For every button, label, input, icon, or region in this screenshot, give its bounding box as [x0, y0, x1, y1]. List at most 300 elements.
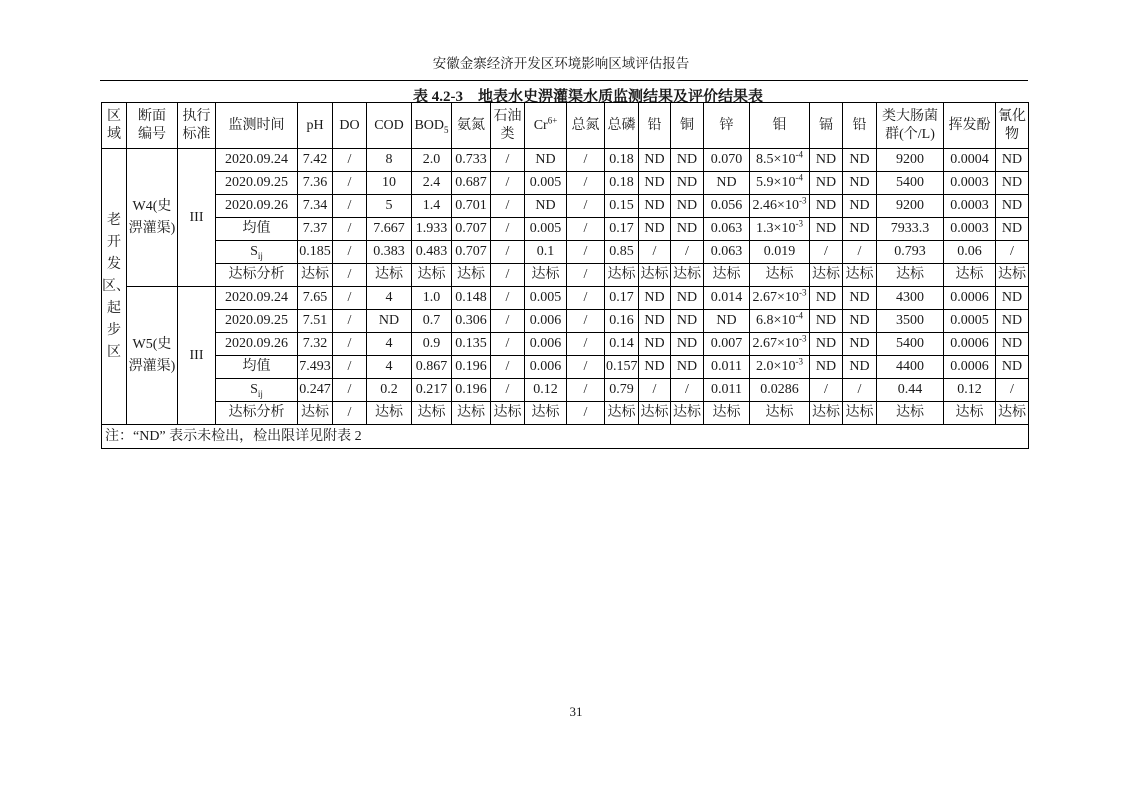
cell-text: / — [347, 267, 352, 282]
value-cell — [298, 218, 333, 241]
cell-text: ND — [849, 313, 870, 328]
cell-text: / — [583, 244, 588, 259]
column-header — [996, 103, 1029, 149]
cell-text: 达标 — [673, 405, 701, 420]
row-label-cell — [216, 264, 298, 287]
cell-text: 0.687 — [455, 175, 487, 190]
cell-text: / — [505, 152, 510, 167]
cell-text: ND — [1001, 313, 1023, 328]
cell-text: 9200 — [896, 198, 924, 213]
value-cell — [704, 195, 750, 218]
cell-text: / — [583, 382, 588, 397]
cell-text: 达标 — [607, 405, 636, 420]
superscript: 6+ — [547, 114, 558, 125]
cell-text: / — [505, 244, 510, 259]
cell-text: 达标 — [531, 405, 560, 420]
superscript: -4 — [795, 172, 803, 183]
value-cell — [810, 149, 843, 172]
value-cell — [944, 379, 996, 402]
cell-text: 达标 — [998, 267, 1026, 282]
value-cell — [333, 402, 367, 425]
cell-text: / — [583, 290, 588, 305]
value-cell — [843, 287, 877, 310]
value-cell — [877, 356, 944, 379]
cell-text: / — [347, 336, 352, 351]
value-cell — [412, 218, 452, 241]
table-row — [102, 172, 1029, 195]
column-header — [567, 103, 605, 149]
value-cell — [491, 241, 525, 264]
cell-text: W5(史 淠灌渠) — [128, 336, 176, 374]
cell-text: / — [583, 313, 588, 328]
cell-text: 1.3×10 — [756, 221, 796, 236]
cell-text: ND — [716, 313, 737, 328]
value-cell — [452, 310, 491, 333]
value-cell — [367, 172, 412, 195]
cell-text: 0.9 — [422, 336, 441, 351]
column-header — [491, 103, 525, 149]
table-row — [102, 333, 1029, 356]
column-header — [333, 103, 367, 149]
cell-text: 2020.09.24 — [225, 290, 288, 305]
cell-text: 0.0003 — [950, 221, 989, 236]
cell-text: 7.36 — [302, 175, 328, 190]
cell-text: 0.17 — [609, 221, 634, 236]
value-cell — [639, 333, 671, 356]
value-cell — [996, 310, 1029, 333]
value-cell — [412, 402, 452, 425]
value-cell — [567, 195, 605, 218]
cell-text: 0.306 — [455, 313, 487, 328]
cell-text: 7.493 — [299, 359, 331, 374]
value-cell — [810, 195, 843, 218]
cell-text: 监测时间 — [228, 117, 285, 133]
value-cell — [704, 333, 750, 356]
row-label-cell — [216, 310, 298, 333]
cell-text: 铅 — [852, 117, 867, 133]
value-cell — [671, 379, 704, 402]
value-cell — [671, 241, 704, 264]
value-cell — [944, 310, 996, 333]
value-cell — [704, 218, 750, 241]
value-cell — [810, 356, 843, 379]
value-cell — [367, 402, 412, 425]
value-cell — [333, 264, 367, 287]
value-cell — [298, 172, 333, 195]
value-cell — [605, 287, 639, 310]
value-cell — [750, 149, 810, 172]
cell-text: 2020.09.26 — [225, 336, 288, 351]
cell-text: 2.67×10 — [752, 336, 799, 351]
cell-text: / — [824, 244, 828, 259]
value-cell — [877, 379, 944, 402]
value-cell — [333, 287, 367, 310]
value-cell — [605, 310, 639, 333]
value-cell — [639, 379, 671, 402]
column-header — [639, 103, 671, 149]
value-cell — [639, 195, 671, 218]
cell-text: ND — [1001, 290, 1023, 305]
cell-text: 0.793 — [894, 244, 926, 259]
value-cell — [996, 195, 1029, 218]
cell-text: ND — [716, 175, 737, 190]
cell-text: / — [505, 221, 510, 236]
cell-text: III — [189, 209, 204, 225]
row-label-cell — [216, 195, 298, 218]
cell-text: 达标 — [845, 405, 874, 420]
cell-text: / — [583, 405, 588, 420]
value-cell — [605, 195, 639, 218]
superscript: -3 — [798, 287, 807, 298]
cell-text: / — [824, 382, 828, 397]
cell-text: 达标 — [896, 405, 924, 420]
cell-text: / — [347, 405, 352, 420]
value-cell — [843, 379, 877, 402]
cell-text: 达标 — [955, 267, 984, 282]
cell-text: ND — [676, 313, 698, 328]
cell-text: 2.0 — [422, 152, 441, 167]
value-cell — [367, 149, 412, 172]
column-header — [877, 103, 944, 149]
cell-text: 达标 — [457, 405, 485, 420]
cell-text: 达标 — [896, 267, 924, 282]
cell-text: Cr — [533, 117, 548, 133]
value-cell — [605, 333, 639, 356]
value-cell — [412, 333, 452, 356]
cell-text: 0.063 — [710, 221, 743, 236]
column-header — [750, 103, 810, 149]
value-cell — [605, 172, 639, 195]
value-cell — [996, 356, 1029, 379]
value-cell — [333, 379, 367, 402]
cell-text: 0.733 — [455, 152, 487, 167]
header-divider — [100, 80, 1028, 81]
region-cell — [102, 149, 130, 425]
cell-text: / — [583, 267, 588, 282]
cell-text: / — [347, 221, 352, 236]
value-cell — [412, 356, 452, 379]
value-cell — [367, 195, 412, 218]
cell-text: COD — [374, 117, 404, 133]
value-cell — [491, 379, 525, 402]
cell-text: 2020.09.25 — [225, 175, 288, 190]
cell-text: / — [857, 244, 862, 259]
cell-text: 0.217 — [415, 382, 448, 397]
cell-text: 挥发酚 — [948, 117, 991, 133]
cell-text: / — [583, 221, 588, 236]
cell-text: 老开发区、起步区 — [102, 212, 130, 360]
value-cell — [525, 379, 567, 402]
value-cell — [605, 379, 639, 402]
cell-text: S — [250, 382, 258, 397]
value-cell — [750, 264, 810, 287]
cell-text: 7.34 — [302, 198, 328, 213]
value-cell — [298, 310, 333, 333]
cell-text: 1.0 — [422, 290, 441, 305]
cell-text: DO — [339, 117, 360, 133]
row-label-cell — [216, 287, 298, 310]
cell-text: 0.007 — [710, 336, 743, 351]
cell-text: 0.79 — [609, 382, 634, 397]
cell-text: / — [347, 244, 352, 259]
value-cell — [412, 195, 452, 218]
value-cell — [639, 172, 671, 195]
row-label-cell — [216, 241, 298, 264]
value-cell — [367, 333, 412, 356]
cell-text: 2.0×10 — [756, 359, 796, 374]
value-cell — [810, 379, 843, 402]
cell-text: / — [347, 175, 352, 190]
cell-text: 0.006 — [529, 313, 562, 328]
cell-text: / — [685, 244, 689, 259]
cell-text: 7.51 — [302, 313, 328, 328]
cell-text: S — [250, 244, 258, 259]
value-cell — [639, 241, 671, 264]
cell-text: ND — [676, 359, 698, 374]
cell-text: 达标 — [712, 405, 741, 420]
value-cell — [671, 356, 704, 379]
cell-text: 类大肠菌 群(个/L) — [882, 108, 938, 142]
value-cell — [843, 264, 877, 287]
value-cell — [750, 333, 810, 356]
cell-text: 断面 编号 — [138, 108, 166, 142]
value-cell — [567, 241, 605, 264]
value-cell — [491, 218, 525, 241]
cell-text: 均值 — [242, 221, 271, 236]
value-cell — [671, 402, 704, 425]
cell-text: 石油 类 — [493, 108, 522, 142]
value-cell — [704, 264, 750, 287]
superscript: -4 — [795, 310, 803, 321]
cell-text: 执行 标准 — [182, 108, 211, 142]
cell-text: 达标 — [812, 267, 840, 282]
value-cell — [996, 241, 1029, 264]
cell-text: 9200 — [896, 152, 924, 167]
cell-text: 7.32 — [302, 336, 328, 351]
cell-text: 达标分析 — [228, 405, 285, 420]
value-cell — [704, 172, 750, 195]
cell-text: 0.0003 — [950, 175, 989, 190]
cell-text: / — [505, 313, 510, 328]
value-cell — [452, 402, 491, 425]
cell-text: 达标 — [812, 405, 840, 420]
cell-text: 0.006 — [529, 336, 562, 351]
cell-text: / — [347, 313, 352, 328]
cell-text: 2.4 — [422, 175, 441, 190]
cell-text: / — [505, 267, 510, 282]
cell-text: 0.0006 — [950, 290, 989, 305]
value-cell — [525, 287, 567, 310]
cell-text: 2.46×10 — [752, 198, 799, 213]
cell-text: / — [583, 175, 588, 190]
cell-text: / — [347, 290, 352, 305]
table-row — [102, 264, 1029, 287]
value-cell — [367, 287, 412, 310]
cell-text: ND — [815, 313, 837, 328]
row-label-cell — [216, 172, 298, 195]
value-cell — [944, 172, 996, 195]
value-cell — [567, 310, 605, 333]
cell-text: 5.9×10 — [756, 175, 796, 190]
value-cell — [491, 195, 525, 218]
column-header — [810, 103, 843, 149]
value-cell — [843, 402, 877, 425]
value-cell — [605, 218, 639, 241]
value-cell — [452, 264, 491, 287]
superscript: -3 — [798, 195, 807, 206]
value-cell — [996, 149, 1029, 172]
cell-text: ND — [849, 359, 870, 374]
value-cell — [704, 356, 750, 379]
cell-text: 1.933 — [415, 221, 448, 236]
column-header — [525, 103, 567, 149]
cell-text: 区 域 — [107, 108, 121, 142]
cell-text: 0.011 — [711, 382, 742, 397]
value-cell — [412, 379, 452, 402]
cell-text: 铜 — [680, 117, 694, 133]
value-cell — [333, 310, 367, 333]
cell-text: 7.667 — [373, 221, 405, 236]
cell-text: 0.701 — [455, 198, 487, 213]
column-header — [127, 103, 178, 149]
value-cell — [944, 218, 996, 241]
row-label-cell — [216, 379, 298, 402]
value-cell — [491, 310, 525, 333]
value-cell — [333, 333, 367, 356]
value-cell — [810, 287, 843, 310]
value-cell — [843, 333, 877, 356]
value-cell — [810, 264, 843, 287]
value-cell — [750, 310, 810, 333]
cell-text: 0.056 — [710, 198, 743, 213]
value-cell — [877, 310, 944, 333]
cell-text: 达标 — [765, 405, 794, 420]
cell-text: ND — [676, 336, 698, 351]
cell-text: 0.185 — [299, 244, 331, 259]
cell-text: / — [505, 359, 510, 374]
cell-text: 钼 — [772, 117, 787, 133]
value-cell — [843, 172, 877, 195]
value-cell — [810, 333, 843, 356]
value-cell — [810, 241, 843, 264]
cell-text: / — [583, 198, 588, 213]
value-cell — [525, 310, 567, 333]
value-cell — [944, 264, 996, 287]
value-cell — [944, 149, 996, 172]
value-cell — [639, 264, 671, 287]
cell-text: / — [583, 359, 588, 374]
value-cell — [944, 287, 996, 310]
value-cell — [452, 241, 491, 264]
value-cell — [367, 379, 412, 402]
cell-text: / — [505, 198, 510, 213]
cell-text: 0.0003 — [950, 198, 989, 213]
cell-text: W4(史 淠灌渠) — [128, 198, 176, 236]
cell-text: 2020.09.24 — [225, 152, 288, 167]
cell-text: 0.0004 — [950, 152, 989, 167]
section-cell — [127, 287, 178, 425]
cell-text: ND — [644, 152, 665, 167]
cell-text: ND — [849, 175, 870, 190]
row-label-cell — [216, 218, 298, 241]
table-row — [102, 195, 1029, 218]
page-number: 31 — [569, 704, 583, 719]
value-cell — [704, 287, 750, 310]
cell-text: 达标 — [640, 267, 669, 282]
cell-text: ND — [644, 175, 665, 190]
value-cell — [996, 333, 1029, 356]
value-cell — [567, 402, 605, 425]
value-cell — [333, 195, 367, 218]
cell-text: ND — [849, 152, 870, 167]
value-cell — [877, 172, 944, 195]
cell-text: ND — [1001, 221, 1023, 236]
value-cell — [491, 172, 525, 195]
cell-text: 达标 — [640, 405, 669, 420]
cell-text: BOD — [414, 117, 445, 133]
value-cell — [843, 241, 877, 264]
table-row — [102, 218, 1029, 241]
cell-text: 0.707 — [455, 221, 487, 236]
value-cell — [412, 287, 452, 310]
subscript: ij — [257, 250, 263, 261]
value-cell — [944, 402, 996, 425]
table-row — [102, 402, 1029, 425]
value-cell — [367, 356, 412, 379]
note-cell — [102, 425, 1029, 449]
value-cell — [567, 333, 605, 356]
cell-text: 总氮 — [571, 117, 600, 133]
value-cell — [298, 379, 333, 402]
value-cell — [525, 195, 567, 218]
cell-text: / — [1010, 382, 1014, 397]
value-cell — [567, 149, 605, 172]
subscript: ij — [257, 388, 263, 399]
value-cell — [452, 356, 491, 379]
value-cell — [704, 241, 750, 264]
value-cell — [491, 149, 525, 172]
cell-text: 7.42 — [302, 152, 328, 167]
value-cell — [810, 172, 843, 195]
cell-text: 0.0286 — [760, 382, 799, 397]
value-cell — [298, 333, 333, 356]
column-header — [605, 103, 639, 149]
cell-text: 达标 — [417, 405, 446, 420]
value-cell — [605, 149, 639, 172]
cell-text: 7.37 — [302, 221, 328, 236]
cell-text: 0.14 — [609, 336, 634, 351]
value-cell — [333, 218, 367, 241]
value-cell — [567, 218, 605, 241]
cell-text: 达标 — [531, 267, 560, 282]
value-cell — [412, 264, 452, 287]
value-cell — [671, 172, 704, 195]
row-label-cell — [216, 333, 298, 356]
value-cell — [996, 172, 1029, 195]
value-cell — [298, 195, 333, 218]
cell-text: 0.014 — [710, 290, 743, 305]
row-label-cell — [216, 149, 298, 172]
column-header — [843, 103, 877, 149]
cell-text: ND — [815, 198, 837, 213]
value-cell — [412, 310, 452, 333]
cell-text: / — [347, 198, 352, 213]
column-header — [367, 103, 412, 149]
cell-text: 0.18 — [609, 175, 634, 190]
value-cell — [877, 287, 944, 310]
section-cell — [127, 149, 178, 287]
note-row — [102, 425, 1029, 449]
